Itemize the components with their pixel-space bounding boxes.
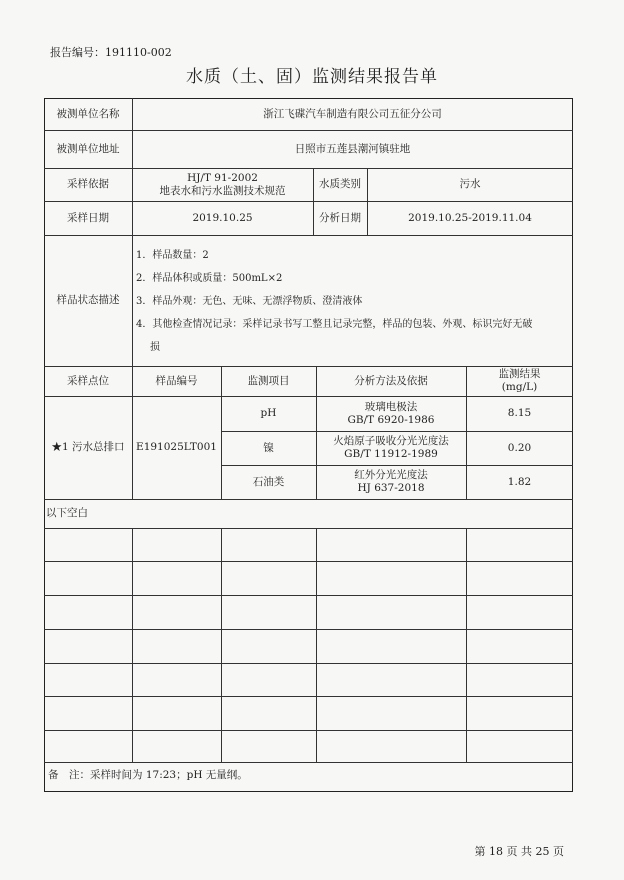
row-divider: [44, 730, 573, 731]
header-point: 采样点位: [67, 374, 109, 387]
sample-number: E191025LT001: [136, 441, 217, 453]
method-standard: GB/T 11912-1989: [344, 448, 438, 460]
method-standard: HJ 637-2018: [357, 482, 425, 494]
method-name: 火焰原子吸收分光光度法: [333, 435, 449, 447]
state-item: 3．样品外观：无色、无味、无漂浮物质、澄清液体: [136, 296, 363, 307]
row-divider: [44, 762, 573, 763]
col-divider: [132, 528, 133, 762]
header-result-unit: (mg/L): [501, 381, 538, 393]
item-ph: pH: [260, 407, 277, 419]
page-title: 水质（土、固）监测结果报告单: [186, 67, 438, 87]
remark: 备 注：采样时间为 17:23；pH 无量纲。: [48, 769, 248, 781]
col-divider: [132, 235, 133, 366]
row-divider: [44, 561, 573, 562]
state-item: 损: [150, 342, 160, 353]
header-result: [466, 366, 573, 396]
analysis-date-label: 分析日期: [319, 211, 361, 224]
col-divider: [316, 528, 317, 762]
result-ph: 8.15: [507, 407, 532, 419]
method-petroleum: [316, 465, 466, 499]
row-divider: [44, 663, 573, 664]
water-type-label: 水质类别: [319, 178, 361, 190]
report-table: [44, 98, 573, 792]
item-nickel: 镍: [263, 441, 274, 454]
result-petroleum: 1.82: [507, 475, 532, 488]
state-label: 样品状态描述: [56, 294, 120, 306]
basis-line: HJ/T 91-2002: [187, 171, 258, 184]
row-divider: [44, 629, 573, 630]
header-method: 分析方法及依据: [354, 374, 428, 387]
col-divider: [221, 528, 222, 762]
method-name: 玻璃电极法: [364, 400, 418, 413]
result-nickel: 0.20: [507, 441, 532, 454]
state-item: 2．样品体积或质量：500mL×2: [136, 273, 283, 284]
basis-value: [132, 168, 313, 201]
method-name: 红外分光光度法: [354, 469, 428, 481]
unit-address: 日照市五莲县潮河镇驻地: [294, 142, 411, 155]
basis-line: 地表水和污水监测技术规范: [159, 184, 286, 197]
state-item: 1．样品数量：2: [136, 250, 209, 261]
col-divider: [466, 528, 467, 762]
analysis-date: 2019.10.25-2019.11.04: [408, 211, 532, 224]
method-nickel: [316, 431, 466, 465]
report-number: 报告编号：191110-002: [50, 46, 172, 59]
unit-name: 浙江飞碟汽车制造有限公司五征分公司: [263, 107, 442, 120]
row-divider: [44, 595, 573, 596]
row-divider: [44, 528, 573, 529]
unit-name-label: 被测单位名称: [56, 107, 120, 120]
sample-date: 2019.10.25: [192, 211, 253, 224]
sampling-point: ★1 污水总排口: [51, 441, 125, 453]
sample-date-label: 采样日期: [67, 211, 109, 224]
row-divider: [44, 696, 573, 697]
method-standard: GB/T 6920-1986: [347, 413, 435, 426]
state-description: [136, 244, 571, 359]
unit-address-label: 被测单位地址: [56, 142, 120, 155]
item-petroleum: 石油类: [252, 475, 285, 488]
method-ph: [316, 396, 466, 431]
basis-label: 采样依据: [67, 178, 109, 190]
header-result-line: 监测结果: [498, 368, 541, 380]
blank-marker: 以下空白: [46, 507, 88, 519]
header-sample-no: 样品编号: [155, 374, 198, 387]
water-type: 污水: [459, 178, 481, 190]
page-number: 第 18 页 共 25 页: [474, 845, 564, 858]
state-item: 4．其他检查情况记录：采样记录书写工整且记录完整，样品的包装、外观、标识完好无破: [136, 319, 533, 330]
header-item: 监测项目: [247, 374, 290, 387]
